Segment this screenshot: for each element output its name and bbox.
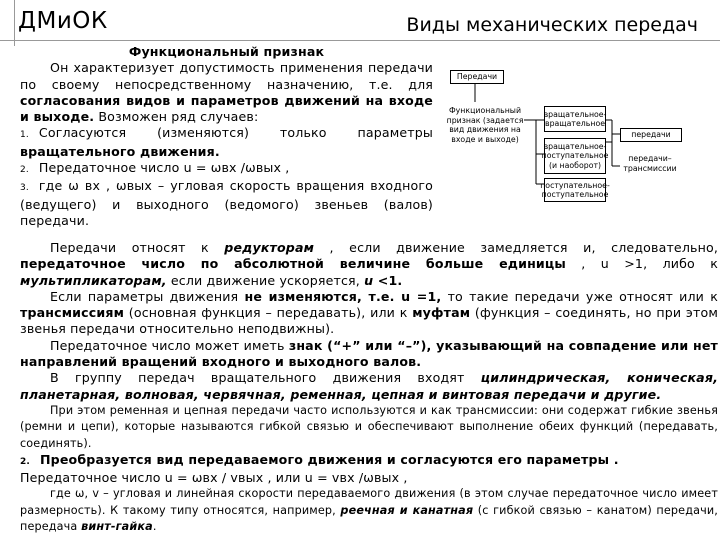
slide-title: Виды механических передач [406,14,698,36]
section-title: Функциональный признак [128,44,325,59]
intro-block [20,44,433,229]
header-divider [0,40,720,41]
diagram-transmissions-label: передачи–трансмиссии [623,154,677,173]
paragraph-linear: где ω, v – угловая и линейная скорости передаваемого движения (в этом случае передаточное число имеет размерность). К такому типу относятся, например, реечная и канатная (с гибкой связью – канатом) передачи, передача винт-гайка. [20,487,718,534]
diagram-rot-rot-box: вращательное-вращательное [544,106,606,132]
diagram-rot-lin-box: вращательное-поступательное (и наоборот) [544,138,606,174]
paragraph-sign: Передаточное число может иметь знак (“+” или “–”), указывающий на совпадение или нет направлений вращений входного и выходного валов. [20,337,718,370]
classification-diagram [440,68,720,208]
list-item-3: 3. где ω вх , ωвых – угловая скорость вращения входного (ведущего) и выходного (ведомого) звеньев (валов) передачи. [20,178,433,228]
course-logo: ДМиОК [18,8,108,34]
diagram-lin-lin-box: поступательное-поступательное [544,178,606,202]
list-item-2: 2. Передаточное число u = ωвх /ωвых , [20,160,290,176]
paragraph-rotational-group: В группу передач вращательного движения входят цилиндрическая, коническая, планетарная, волновая, червячная, ременная, цепная и винтовая передачи и другие. [20,370,719,402]
list-item-1: 1. Согласуются (изменяются) только параметры вращательного движения. [20,125,433,159]
list-item-2b: 2. Преобразуется вид передаваемого движения и согласуются его параметры . [20,451,619,467]
intro-paragraph: Он характеризует допустимость применения передачи по своему непосредственному назначению, т.е. для согласования видов и параметров движений на входе и выходе. Возможен ряд случаев: [20,60,433,125]
diagram-transfer-box: передачи [620,128,682,142]
paragraph-transmissions: Если параметры движения не изменяются, т.е. u =1, то такие передачи уже относят или к трансмиссиям (основная функция – передавать), или к муфтам (функция – соединять, но при этом звенья передачи относительно неподвижны). [20,288,718,337]
ratio-formula: Передаточное число u = ωвх / vвых , или u = vвх /ωвых , [20,470,408,486]
slide-header [0,0,720,40]
diagram-root-box: Передачи [450,70,504,84]
paragraph-reducers: Передачи относят к редукторам , если движение замедляется и, следовательно, передаточное число по абсолютной величине больше единицы , u >1, либо к мультипликаторам, если движение ускоряется, u <1. [20,240,718,288]
diagram-feature-label: Функциональный признак (задается вид движения на входе и выходе) [446,106,524,144]
paragraph-flexible-link: При этом ременная и цепная передачи часто используются и как трансмиссии: они содержат гибкие звенья (ремни и цепи), которые называются гибкой связью и обеспечивают выполнение обеих функций (передавать, соединять). [20,403,718,450]
body-block [20,240,718,535]
